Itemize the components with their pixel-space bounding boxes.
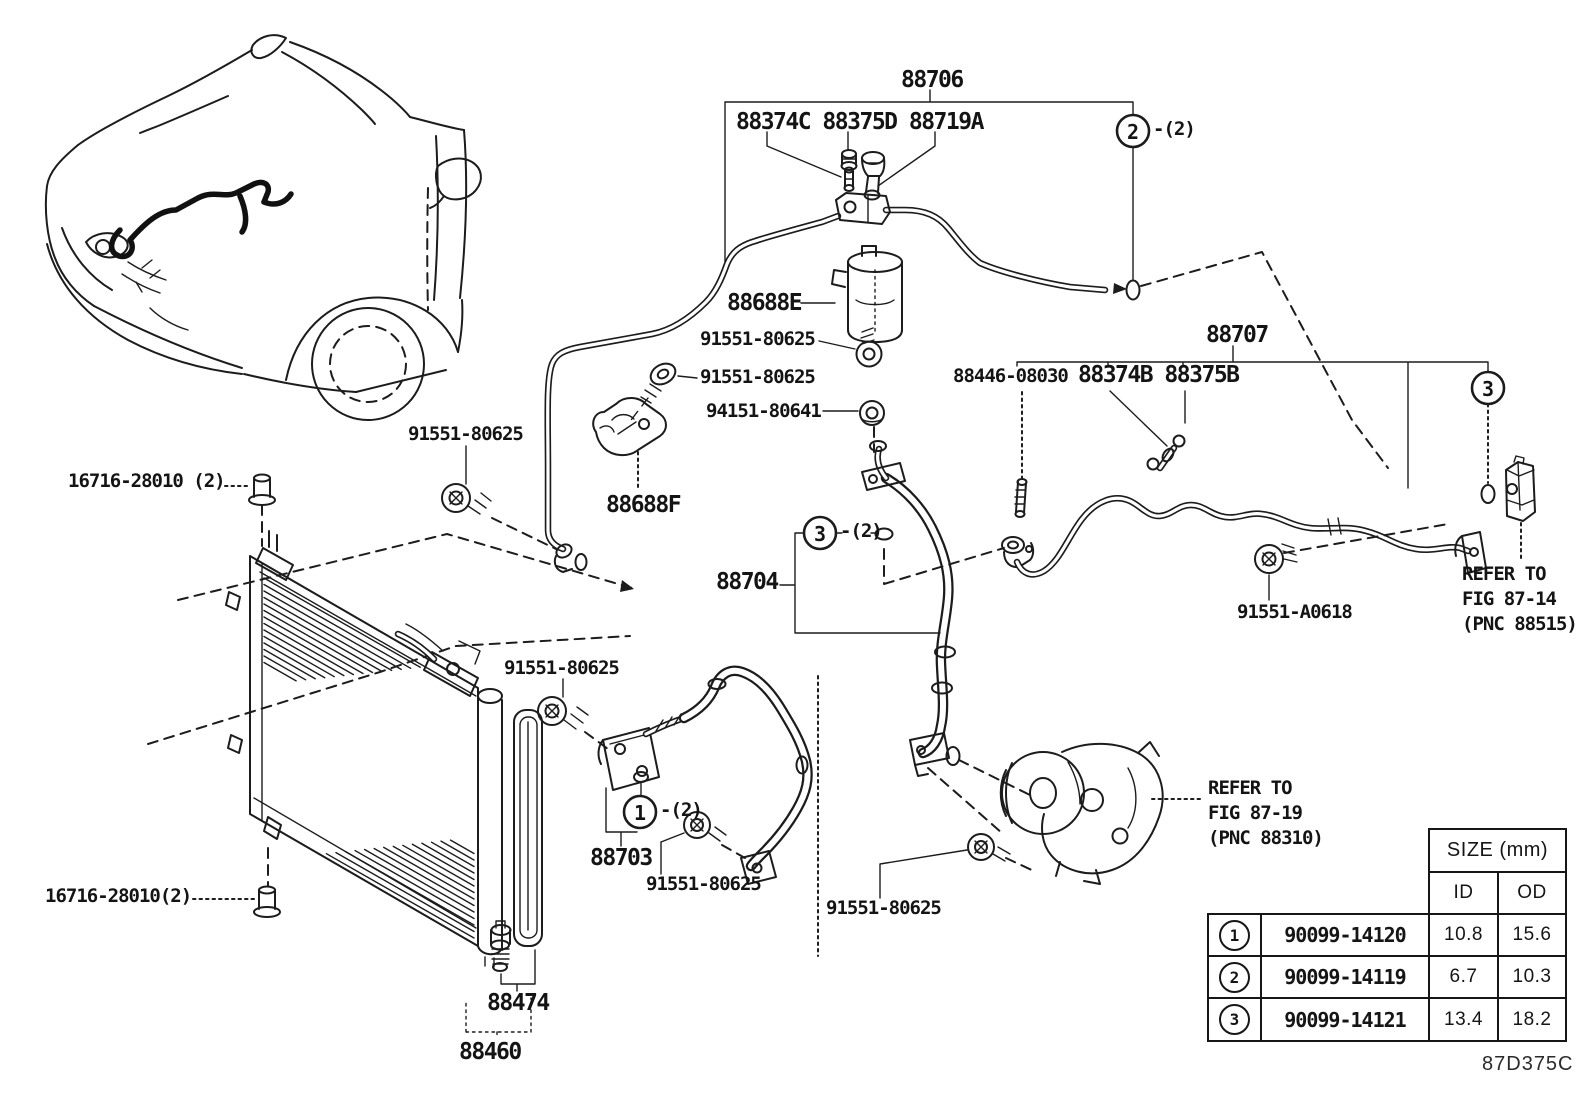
label-91551-80625: 91551-80625 xyxy=(504,657,619,679)
label-91551-A0618: 91551-A0618 xyxy=(1237,601,1352,623)
table-id-cell: 6.7 xyxy=(1428,955,1499,999)
o-ring-icon xyxy=(576,554,587,570)
callout-2: 2 xyxy=(1126,120,1140,144)
table-id-cell: 13.4 xyxy=(1428,997,1499,1042)
o-ring-3-icon xyxy=(1482,485,1495,503)
callout-2-qty: -(2) xyxy=(1153,118,1195,140)
label-91551-80625: 91551-80625 xyxy=(700,366,815,388)
label-88460: 88460 xyxy=(459,1039,521,1065)
label-88374B-88375B: 88374B 88375B xyxy=(1078,362,1239,388)
condenser-fins-bottom xyxy=(326,840,474,938)
label-88688E: 88688E xyxy=(727,290,802,316)
label-88446-08030: 88446-08030 xyxy=(953,365,1068,387)
charge-valve-88719A-icon xyxy=(862,152,884,200)
od-column-header: OD xyxy=(1497,871,1567,915)
table-row-badge-cell xyxy=(1207,955,1262,999)
bolt-icon xyxy=(641,360,679,403)
car-illustration xyxy=(46,35,481,420)
badge-3: 3 xyxy=(1219,1004,1250,1035)
label-91551-80625: 91551-80625 xyxy=(826,897,941,919)
label-16716-28010-top: 16716-28010 (2) xyxy=(68,470,225,492)
label-88374C-88375D-88719A: 88374C 88375D 88719A xyxy=(736,109,983,135)
label-16716-28010-bottom: 16716-28010(2) xyxy=(45,885,192,907)
o-ring-icon xyxy=(634,772,648,782)
table-od-cell: 18.2 xyxy=(1497,997,1567,1042)
label-88703: 88703 xyxy=(590,845,652,871)
plug-16716-bottom-icon xyxy=(254,887,280,918)
table-row-badge-cell xyxy=(1207,997,1262,1042)
bolt-icon xyxy=(968,834,1010,861)
callout-1-qty: -(2) xyxy=(660,799,702,821)
label-88706: 88706 xyxy=(901,67,963,93)
callout-3: 3 xyxy=(1481,377,1495,401)
refer-note-fig-87-14: REFER TO FIG 87-14 (PNC 88515) xyxy=(1462,563,1577,635)
label-88704: 88704 xyxy=(716,569,778,595)
table-row-badge-cell xyxy=(1207,913,1262,957)
callout-3: 3 xyxy=(813,522,827,546)
expansion-valve-icon xyxy=(1506,456,1535,521)
table-part-cell: 90099-14120 xyxy=(1260,913,1430,957)
o-ring-2-icon xyxy=(1127,281,1140,300)
engine-bay-piping-highlight xyxy=(112,182,291,256)
plug-16716-top-icon xyxy=(249,475,275,506)
size-table xyxy=(1207,828,1567,1042)
table-od-cell: 10.3 xyxy=(1497,955,1567,999)
badge-1: 1 xyxy=(1219,920,1250,951)
label-91551-80625: 91551-80625 xyxy=(700,328,815,350)
label-91551-80625: 91551-80625 xyxy=(646,873,761,895)
table-id-cell: 10.8 xyxy=(1428,913,1499,957)
callout-1: 1 xyxy=(633,801,647,825)
size-table-header: SIZE (mm) xyxy=(1428,828,1567,873)
label-88688F: 88688F xyxy=(606,492,681,518)
label-91551-80625: 91551-80625 xyxy=(408,423,523,445)
filter-88474-icon xyxy=(491,921,511,971)
table-part-cell: 90099-14119 xyxy=(1260,955,1430,999)
drier-strip-88474-icon xyxy=(514,710,542,946)
bolt-icon xyxy=(857,328,882,367)
o-ring-icon xyxy=(1174,436,1185,447)
hose-88704-assembly xyxy=(780,441,1032,956)
table-part-cell: 90099-14121 xyxy=(1260,997,1430,1042)
callout-3-qty: -(2) xyxy=(840,520,882,542)
bracket-88688F-icon xyxy=(593,398,666,455)
valve-core-88375D-icon xyxy=(845,168,854,192)
bolt-icon xyxy=(442,484,491,514)
stud-88446-icon xyxy=(1015,479,1027,517)
label-88474: 88474 xyxy=(487,990,549,1016)
id-column-header: ID xyxy=(1428,871,1499,915)
receiver-88688E-icon xyxy=(832,246,902,342)
o-ring-icon xyxy=(1148,459,1159,470)
compressor-illustration xyxy=(1001,742,1200,884)
condenser-assembly xyxy=(148,446,634,1038)
nut-94151-icon xyxy=(860,401,884,425)
label-88707: 88707 xyxy=(1206,322,1268,348)
refer-note-fig-87-19: REFER TO FIG 87-19 (PNC 88310) xyxy=(1208,777,1323,849)
table-od-cell: 15.6 xyxy=(1497,913,1567,957)
bolt-a0618-icon xyxy=(1255,544,1297,573)
bolt-icon xyxy=(538,697,588,729)
figure-code: 87D375C xyxy=(1482,1053,1574,1075)
pipe-88706-assembly xyxy=(548,90,1388,549)
badge-2: 2 xyxy=(1219,962,1250,993)
label-94151-80641: 94151-80641 xyxy=(706,400,821,422)
